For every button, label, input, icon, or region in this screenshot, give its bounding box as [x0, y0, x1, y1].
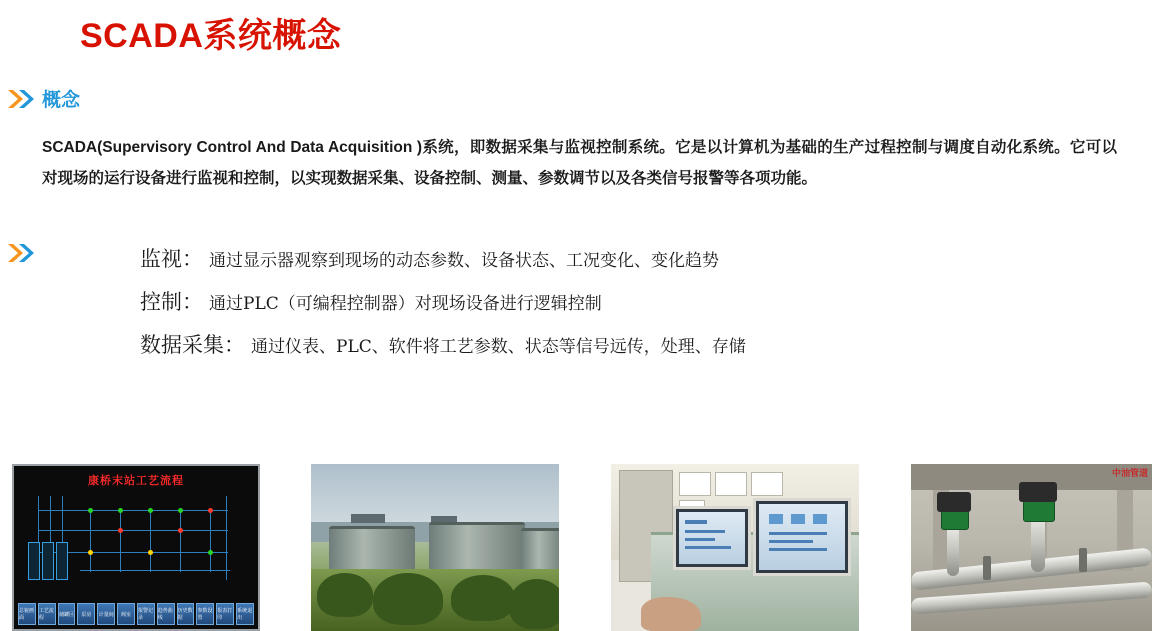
oil-tank-farm-photo: [311, 464, 559, 631]
ship: [351, 514, 385, 523]
list-item: [140, 329, 1100, 359]
hmi-button[interactable]: 泵房: [77, 603, 95, 625]
wall-poster: [751, 472, 783, 496]
flange: [1079, 548, 1087, 572]
hmi-button-bar[interactable]: [18, 603, 254, 625]
definition-description: 通过显示器观察到现场的动态参数、设备状态、工况变化、变化趋势: [209, 251, 719, 271]
definition-term: 监视: [140, 247, 182, 271]
sky: [311, 464, 559, 522]
definition-colon: ：: [182, 290, 203, 314]
hmi-button[interactable]: 趋势曲线: [157, 603, 175, 625]
valve-actuator: [1019, 482, 1057, 502]
hmi-button[interactable]: 报表打印: [216, 603, 234, 625]
hmi-button[interactable]: 工艺流程: [38, 603, 56, 625]
definition-colon: ：: [224, 333, 245, 357]
warning-sign: 中油管道: [1111, 468, 1148, 478]
list-item: [140, 286, 1100, 316]
definition-colon: ：: [182, 247, 203, 271]
control-room-photo: [611, 464, 859, 631]
monitor-screen: [759, 504, 845, 570]
list-item: [140, 243, 1100, 273]
monitor: [673, 506, 751, 570]
hmi-canvas: [14, 466, 258, 629]
monitor-screen: [679, 512, 745, 564]
wall-poster: [679, 472, 711, 496]
operator-hand: [641, 597, 701, 631]
pipeline-valves-photo: [911, 464, 1152, 631]
flange: [983, 556, 991, 580]
hmi-button[interactable]: 计量间: [97, 603, 115, 625]
definition-description: 通过仪表、PLC、软件将工艺参数、状态等信号远传，处理、存储: [251, 337, 746, 357]
hmi-button[interactable]: 参数设置: [196, 603, 214, 625]
valve: [1023, 500, 1055, 522]
monitor: [753, 498, 851, 576]
definition-term: 数据采集: [140, 333, 224, 357]
image-strip: [0, 464, 1152, 631]
hmi-button[interactable]: 历史数据: [177, 603, 195, 625]
hmi-title: 康桥末站工艺流程: [88, 475, 184, 487]
hmi-button[interactable]: 系统退出: [236, 603, 254, 625]
definition-list: [140, 243, 1100, 372]
pipe: [947, 522, 959, 576]
hmi-button[interactable]: 储罐区: [58, 603, 76, 625]
body-paragraph: SCADA(Supervisory Control And Data Acquisition )系统，即数据采集与监视控制系统。它是以计算机为基础的生产过程控制与调度自动化系统。它可以对现场的运行设备进行监视和控制，以实现数据采集、设备控制、测量、参数调节以及各类信号报警等各项功能。: [42, 139, 1117, 187]
definition-description: 通过PLC（可编程控制器）对现场设备进行逻辑控制: [209, 294, 602, 314]
hmi-button[interactable]: 报警记录: [137, 603, 155, 625]
hmi-diagram: [20, 490, 252, 599]
double-chevron-icon: [6, 86, 36, 112]
definition-term: 控制: [140, 290, 182, 314]
page-title: SCADA系统概念: [80, 17, 342, 55]
hmi-button[interactable]: 总貌画面: [18, 603, 36, 625]
valve: [941, 510, 969, 530]
wall-poster: [715, 472, 747, 496]
section-heading: 概念: [42, 90, 81, 111]
scada-hmi-screenshot: [12, 464, 260, 631]
valve-actuator: [937, 492, 971, 512]
hmi-button[interactable]: 阀室: [117, 603, 135, 625]
double-chevron-icon-2: [6, 240, 36, 266]
